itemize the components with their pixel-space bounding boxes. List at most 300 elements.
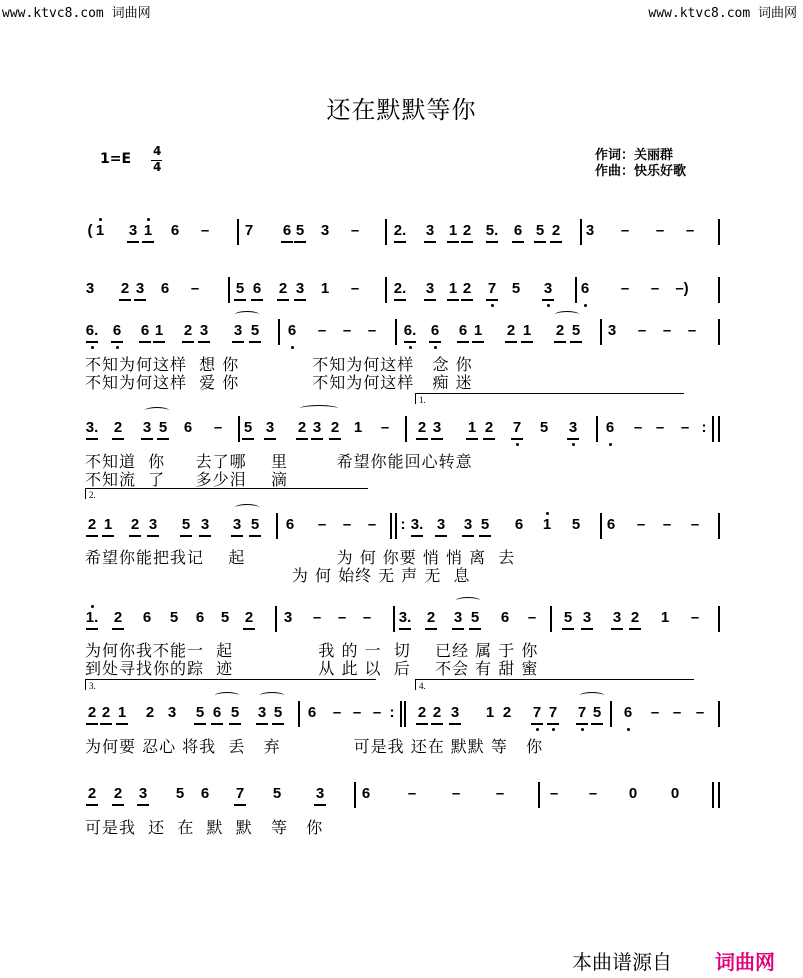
beat-underline: [521, 341, 533, 343]
beat-underline: [511, 438, 523, 440]
barline: [712, 416, 714, 442]
jianpu-note: –: [672, 704, 682, 721]
slur-arc: [456, 597, 480, 604]
octave-dot-below: [434, 346, 437, 349]
beat-underline: [249, 535, 261, 537]
jianpu-note: 2: [484, 419, 494, 436]
jianpu-note: –: [372, 704, 382, 721]
jianpu-note: 2: [426, 609, 436, 626]
jianpu-note: 3: [233, 322, 243, 339]
octave-dot-below: [627, 728, 630, 731]
jianpu-note: 1: [154, 322, 164, 339]
lyric-line-6b: 到处寻找你的踪 迹 从 此 以 后 不会 有 甜 蜜: [85, 659, 539, 678]
jianpu-note: –: [655, 222, 665, 239]
jianpu-note: 5: [571, 322, 581, 339]
beat-underline: [431, 723, 443, 725]
slur-arc: [235, 311, 259, 318]
source-attribution: 本曲谱源自: [572, 950, 672, 974]
lyricist-credit: 作词：关丽群: [595, 148, 674, 163]
beat-underline: [86, 341, 98, 343]
jianpu-note: 6: [606, 516, 616, 533]
jianpu-note: 6: [160, 280, 170, 297]
beat-underline: [294, 299, 306, 301]
octave-dot-below: [552, 728, 555, 731]
jianpu-note: –: [317, 516, 327, 533]
barline: [718, 416, 720, 442]
jianpu-note: –: [637, 322, 647, 339]
barline: [600, 319, 602, 345]
jianpu-note: 7: [532, 704, 542, 721]
octave-dot-below: [581, 728, 584, 731]
beat-underline: [194, 723, 206, 725]
jianpu-note: 6: [183, 419, 193, 436]
beat-underline: [86, 535, 98, 537]
jianpu-note: 5: [195, 704, 205, 721]
beat-underline: [86, 438, 98, 440]
jianpu-note: 3: [436, 516, 446, 533]
volta-label-1: 1.: [419, 395, 426, 405]
jianpu-note: –: [317, 322, 327, 339]
composer-credit: 作曲：快乐好歌: [595, 164, 687, 179]
jianpu-note: 1: [467, 419, 477, 436]
beat-underline: [231, 535, 243, 537]
barline: [385, 219, 387, 245]
beat-underline: [281, 241, 293, 243]
jianpu-note: 2: [502, 704, 512, 721]
beat-underline: [425, 628, 437, 630]
jianpu-note: 1: [660, 609, 670, 626]
jianpu-note: –: [367, 322, 377, 339]
beat-underline: [483, 438, 495, 440]
jianpu-note: 1: [522, 322, 532, 339]
beat-underline: [429, 341, 441, 343]
beat-underline: [416, 723, 428, 725]
slur-arc: [580, 692, 604, 699]
jianpu-note: :: [400, 516, 406, 533]
jianpu-note: 6: [500, 609, 510, 626]
jianpu-note: 5: [470, 609, 480, 626]
octave-dot-below: [491, 304, 494, 307]
jianpu-note: 2: [462, 222, 472, 239]
jianpu-note: –: [407, 785, 417, 802]
jianpu-note: 5: [295, 222, 305, 239]
jianpu-note: 3: [453, 609, 463, 626]
lyric-line-3b: 不知为何这样 爱 你 不知为何这样 痴 迷: [85, 373, 473, 392]
beat-underline: [431, 438, 443, 440]
beat-underline: [232, 341, 244, 343]
beat-underline: [142, 241, 154, 243]
page-title: 还在默默等你: [326, 96, 477, 124]
jianpu-note: –: [527, 609, 537, 626]
beat-underline: [479, 535, 491, 537]
jianpu-note: 2: [87, 785, 97, 802]
jianpu-note: 2: [87, 704, 97, 721]
jianpu-note: 3: [257, 704, 267, 721]
octave-dot-above: [546, 512, 549, 515]
jianpu-note: 1: [542, 516, 552, 533]
barline: [600, 513, 602, 539]
octave-dot-below: [409, 346, 412, 349]
jianpu-note: 6: [285, 516, 295, 533]
jianpu-note: 2: [551, 222, 561, 239]
jianpu-note: 3: [582, 609, 592, 626]
jianpu-note: 7: [487, 280, 497, 297]
beat-underline: [256, 723, 268, 725]
barline: [228, 277, 230, 303]
jianpu-note: 2: [183, 322, 193, 339]
jianpu-note: –: [342, 516, 352, 533]
jianpu-note: 6: [140, 322, 150, 339]
beat-underline: [576, 723, 588, 725]
beat-underline: [449, 723, 461, 725]
beat-underline: [424, 241, 436, 243]
beat-underline: [457, 341, 469, 343]
jianpu-note: 6: [195, 609, 205, 626]
beat-underline: [147, 535, 159, 537]
jianpu-note: –: [350, 222, 360, 239]
jianpu-note: 5: [243, 419, 253, 436]
jianpu-note: 3: [148, 516, 158, 533]
jianpu-note: –: [633, 419, 643, 436]
barline: [718, 782, 720, 808]
jianpu-note: 3: [320, 222, 330, 239]
beat-underline: [277, 299, 289, 301]
barline: [395, 319, 397, 345]
jianpu-note: 0: [670, 785, 680, 802]
barline: [718, 319, 720, 345]
beat-underline: [534, 241, 546, 243]
lyric-line-8: 可是我 还 在 默 默 等 你: [85, 818, 324, 837]
beat-underline: [447, 299, 459, 301]
barline: [237, 219, 239, 245]
jianpu-note: 6.: [403, 322, 417, 339]
barline: [405, 416, 407, 442]
beat-underline: [629, 628, 641, 630]
octave-dot-above: [147, 218, 150, 221]
volta-bracket-2: [85, 488, 368, 499]
jianpu-note: –: [337, 609, 347, 626]
beat-underline: [137, 804, 149, 806]
jianpu-note: 5: [592, 704, 602, 721]
beat-underline: [486, 299, 498, 301]
jianpu-note: –: [690, 609, 700, 626]
jianpu-note: 6: [430, 322, 440, 339]
beat-underline: [505, 341, 517, 343]
lyric-line-7: 为何要 忍心 将我 丢 弃 可是我 还在 默默 等 你: [85, 737, 544, 756]
jianpu-note: 3: [232, 516, 242, 533]
beat-underline: [112, 804, 124, 806]
jianpu-note: 2: [113, 785, 123, 802]
jianpu-note: –: [342, 322, 352, 339]
beat-underline: [112, 628, 124, 630]
jianpu-note: 3: [85, 280, 95, 297]
jianpu-note: 6: [112, 322, 122, 339]
barline: [390, 513, 392, 539]
jianpu-note: 3: [543, 280, 553, 297]
barline: [718, 277, 720, 303]
barline: [718, 513, 720, 539]
beat-underline: [329, 438, 341, 440]
slur-arc: [235, 504, 259, 511]
jianpu-note: –: [655, 419, 665, 436]
barline: [275, 606, 277, 632]
volta-bracket-3: [85, 679, 376, 690]
jianpu-note: 2: [506, 322, 516, 339]
jianpu-note: 6: [282, 222, 292, 239]
barline: [238, 416, 240, 442]
beat-underline: [462, 535, 474, 537]
jianpu-note: 3: [585, 222, 595, 239]
barline: [538, 782, 540, 808]
jianpu-note: 3: [612, 609, 622, 626]
barline: [580, 219, 582, 245]
beat-underline: [86, 723, 98, 725]
jianpu-note: –: [312, 609, 322, 626]
jianpu-note: 2: [101, 704, 111, 721]
jianpu-note: –: [662, 322, 672, 339]
beat-underline: [111, 341, 123, 343]
volta-label-3: 3.: [89, 681, 96, 691]
jianpu-note: 2: [555, 322, 565, 339]
jianpu-note: –: [549, 785, 559, 802]
barline: [575, 277, 577, 303]
beat-underline: [86, 804, 98, 806]
jianpu-note: 6: [170, 222, 180, 239]
lyric-line-4a: 不知道 你 去了哪 里 希望你能回心转意: [85, 452, 473, 471]
beat-underline: [447, 241, 459, 243]
beat-underline: [531, 723, 543, 725]
beat-underline: [296, 438, 308, 440]
slur-arc: [145, 407, 169, 414]
jianpu-note: 1: [95, 222, 105, 239]
octave-dot-below: [516, 443, 519, 446]
jianpu-note: –: [695, 704, 705, 721]
jianpu-note: 5: [230, 704, 240, 721]
jianpu-note: 3: [128, 222, 138, 239]
lyric-line-6a: 为何你我不能一 起 我 的 一 切 已经 属 于 你: [85, 641, 539, 660]
jianpu-note: 2: [145, 704, 155, 721]
jianpu-note: –: [352, 704, 362, 721]
barline: [393, 606, 395, 632]
jianpu-note: 1: [448, 280, 458, 297]
beat-underline: [435, 535, 447, 537]
lyric-line-3a: 不知为何这样 想 你 不知为何这样 念 你: [85, 355, 473, 374]
beat-underline: [243, 628, 255, 630]
jianpu-note: 3: [568, 419, 578, 436]
slur-arc: [555, 311, 579, 318]
jianpu-note: 6.: [85, 322, 99, 339]
jianpu-note: 1: [473, 322, 483, 339]
slur-arc: [260, 692, 284, 699]
jianpu-note: –: [495, 785, 505, 802]
octave-dot-below: [116, 346, 119, 349]
jianpu-note: 3: [425, 222, 435, 239]
jianpu-note: –: [687, 322, 697, 339]
beat-underline: [452, 628, 464, 630]
octave-dot-below: [609, 443, 612, 446]
barline: [385, 277, 387, 303]
jianpu-note: 5: [273, 704, 283, 721]
jianpu-note: 2: [417, 704, 427, 721]
jianpu-note: –: [680, 419, 690, 436]
beat-underline: [311, 438, 323, 440]
site-logo[interactable]: 词曲网: [715, 950, 775, 974]
beat-underline: [157, 438, 169, 440]
beat-underline: [199, 535, 211, 537]
octave-dot-below: [536, 728, 539, 731]
jianpu-note: 2: [432, 704, 442, 721]
jianpu-note: 3: [607, 322, 617, 339]
jianpu-note: 1: [485, 704, 495, 721]
jianpu-note: –: [380, 419, 390, 436]
barline: [298, 701, 300, 727]
jianpu-note: 5: [571, 516, 581, 533]
jianpu-note: 2: [113, 419, 123, 436]
jianpu-note: 6: [287, 322, 297, 339]
beat-underline: [461, 299, 473, 301]
barline: [610, 701, 612, 727]
jianpu-note: 2.: [393, 222, 407, 239]
jianpu-note: 3: [167, 704, 177, 721]
barline: [550, 606, 552, 632]
beat-underline: [127, 241, 139, 243]
jianpu-note: 6: [458, 322, 468, 339]
time-signature-bottom: 4: [153, 160, 162, 174]
beat-underline: [234, 299, 246, 301]
beat-underline: [394, 299, 406, 301]
jianpu-note: 2: [417, 419, 427, 436]
jianpu-note: 2: [130, 516, 140, 533]
jianpu-note: –: [367, 516, 377, 533]
jianpu-note: 7: [512, 419, 522, 436]
jianpu-note: 3.: [85, 419, 99, 436]
beat-underline: [512, 241, 524, 243]
beat-underline: [249, 341, 261, 343]
jianpu-note: 6: [212, 704, 222, 721]
jianpu-note: 3: [463, 516, 473, 533]
barline: [395, 513, 397, 539]
jianpu-note: 6: [513, 222, 523, 239]
beat-underline: [251, 299, 263, 301]
jianpu-note: 1: [117, 704, 127, 721]
jianpu-note: 3: [199, 322, 209, 339]
beat-underline: [466, 438, 478, 440]
octave-dot-below: [584, 304, 587, 307]
jianpu-note: 6: [605, 419, 615, 436]
jianpu-note: 3: [283, 609, 293, 626]
jianpu-note: 3: [265, 419, 275, 436]
jianpu-note: 2: [330, 419, 340, 436]
beat-underline: [469, 628, 481, 630]
beat-underline: [554, 341, 566, 343]
octave-dot-below: [572, 443, 575, 446]
jianpu-note: 2: [87, 516, 97, 533]
jianpu-note: 5: [563, 609, 573, 626]
jianpu-note: 3: [450, 704, 460, 721]
jianpu-note: –: [636, 516, 646, 533]
jianpu-note: 5: [535, 222, 545, 239]
barline: [718, 701, 720, 727]
octave-dot-below: [91, 346, 94, 349]
jianpu-note: –: [650, 704, 660, 721]
jianpu-note: 1: [103, 516, 113, 533]
jianpu-note: –: [662, 516, 672, 533]
jianpu-note: 6: [200, 785, 210, 802]
site-watermark-left: www.ktvc8.com 词曲网: [2, 6, 151, 21]
jianpu-note: 1: [320, 280, 330, 297]
jianpu-note: 5.: [485, 222, 499, 239]
jianpu-note: 6: [252, 280, 262, 297]
jianpu-note: 5: [511, 280, 521, 297]
jianpu-note: –: [451, 785, 461, 802]
jianpu-note: 2: [297, 419, 307, 436]
jianpu-note: 5: [220, 609, 230, 626]
beat-underline: [211, 723, 223, 725]
time-signature-top: 4: [153, 144, 162, 158]
volta-label-2: 2.: [89, 490, 96, 500]
jianpu-note: 2: [630, 609, 640, 626]
jianpu-note: 2: [113, 609, 123, 626]
beat-underline: [134, 299, 146, 301]
jianpu-note: –: [332, 704, 342, 721]
beat-underline: [542, 299, 554, 301]
volta-bracket-4: [415, 679, 694, 690]
jianpu-note: 3.: [410, 516, 424, 533]
beat-underline: [116, 723, 128, 725]
jianpu-note: 3: [432, 419, 442, 436]
barline: [354, 782, 356, 808]
jianpu-note: –: [620, 222, 630, 239]
barline: [718, 606, 720, 632]
beat-underline: [198, 341, 210, 343]
barline: [276, 513, 278, 539]
beat-underline: [229, 723, 241, 725]
lyric-line-5b: 为 何 始终 无 声 无 息: [85, 566, 471, 585]
jianpu-note: 6: [142, 609, 152, 626]
jianpu-note: –: [650, 280, 660, 297]
jianpu-note: :: [701, 419, 707, 436]
beat-underline: [562, 628, 574, 630]
jianpu-note: –: [620, 280, 630, 297]
beat-underline: [591, 723, 603, 725]
beat-underline: [570, 341, 582, 343]
jianpu-note: 2: [278, 280, 288, 297]
lyric-line-5a: 希望你能把我记 起 为 何 你要 悄 悄 离 去: [85, 548, 516, 567]
beat-underline: [294, 241, 306, 243]
beat-underline: [129, 535, 141, 537]
beat-underline: [550, 241, 562, 243]
jianpu-note: 5: [272, 785, 282, 802]
jianpu-note: 1: [143, 222, 153, 239]
beat-underline: [234, 804, 246, 806]
jianpu-note: –: [213, 419, 223, 436]
beat-underline: [394, 241, 406, 243]
jianpu-note: 3: [135, 280, 145, 297]
barline: [596, 416, 598, 442]
octave-dot-below: [547, 304, 550, 307]
jianpu-note: 6: [307, 704, 317, 721]
beat-underline: [404, 341, 416, 343]
volta-bracket-1: [415, 393, 684, 404]
jianpu-note: 3: [200, 516, 210, 533]
volta-label-4: 4.: [419, 681, 426, 691]
barline: [400, 701, 402, 727]
jianpu-note: –: [588, 785, 598, 802]
jianpu-note: 5: [250, 516, 260, 533]
beat-underline: [242, 438, 254, 440]
jianpu-note: 6: [580, 280, 590, 297]
jianpu-note: 7: [244, 222, 254, 239]
